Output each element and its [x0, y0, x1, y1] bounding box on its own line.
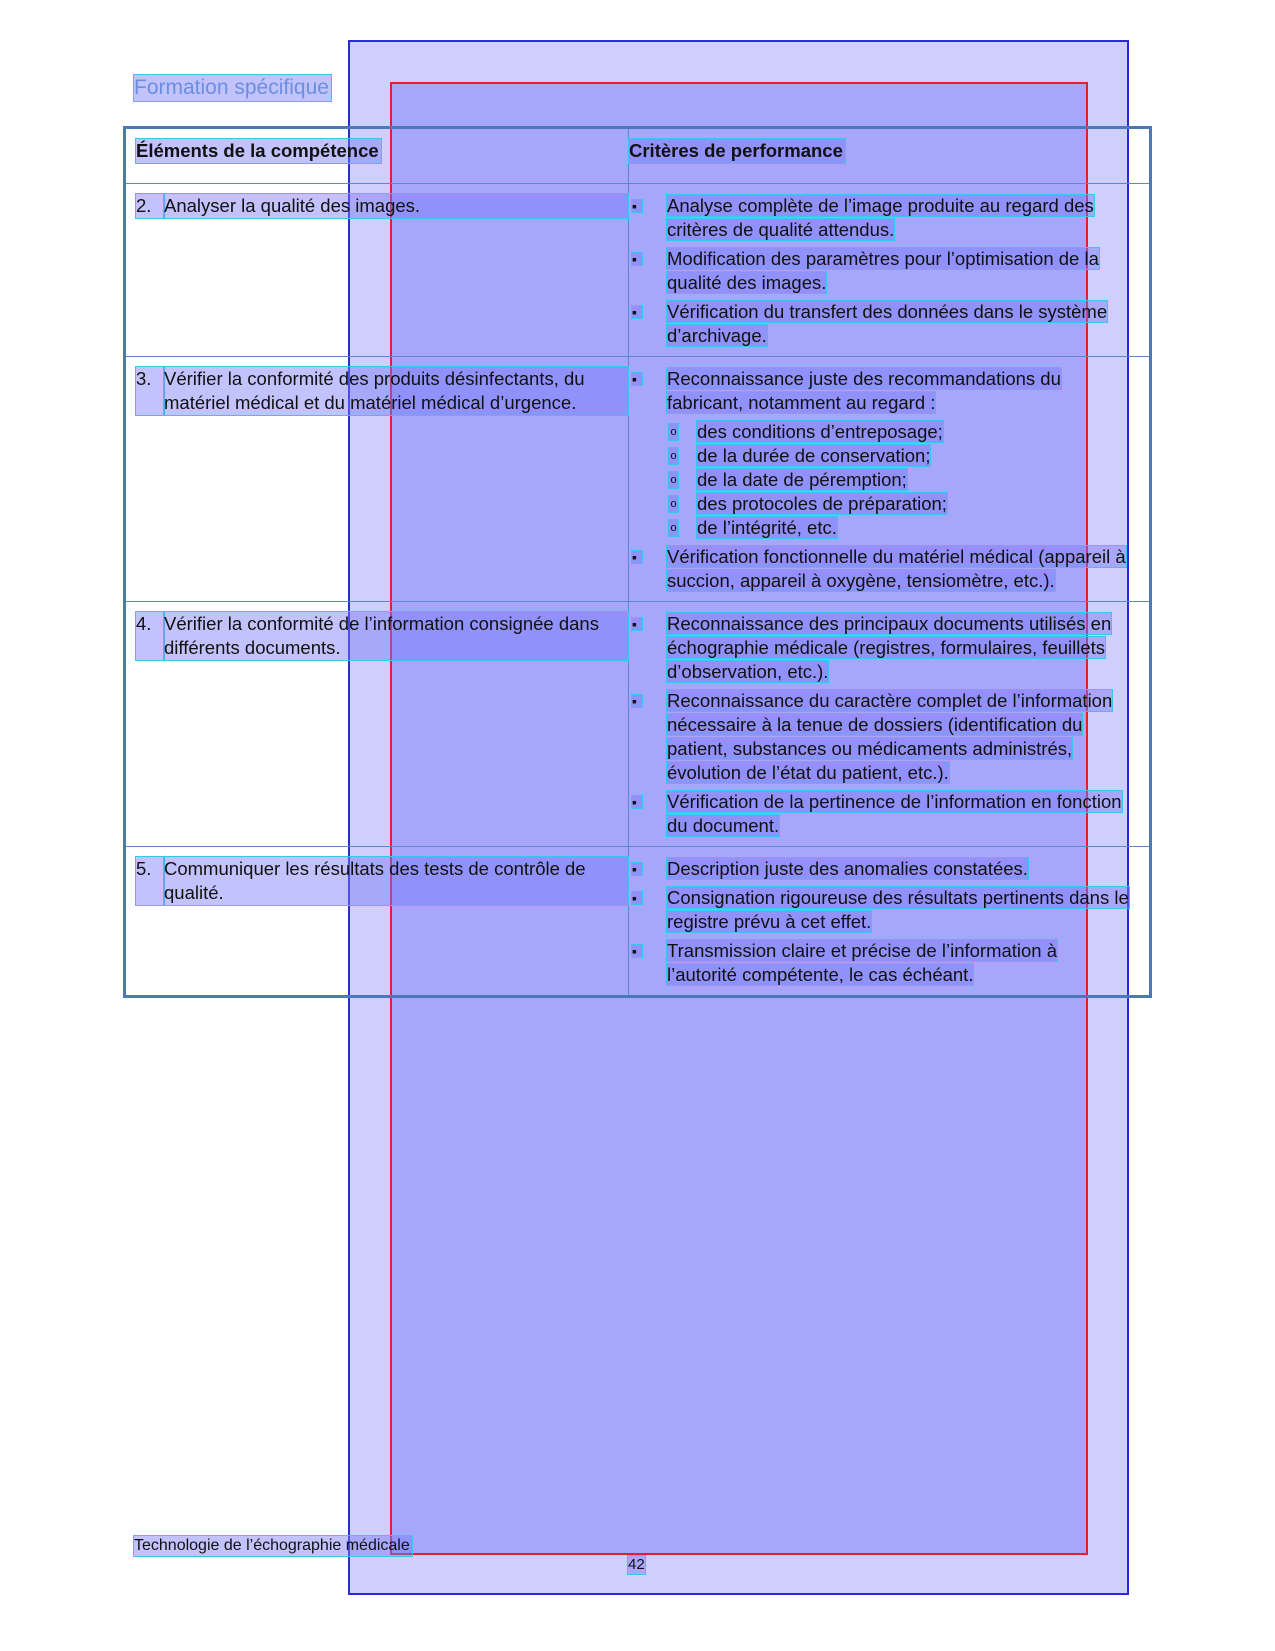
- section-title: Formation spécifique: [134, 76, 329, 99]
- criterion-item: [629, 367, 1149, 415]
- table-row: [125, 357, 1151, 602]
- table-row: [125, 184, 1151, 357]
- criterion-item: [629, 247, 1149, 295]
- element-number: 5.: [136, 857, 164, 905]
- criterion-item: [629, 886, 1149, 934]
- header-elements: [125, 128, 629, 184]
- header-elements-label: Éléments de la compétence: [136, 140, 379, 161]
- performance-criteria-cell: [629, 847, 1151, 997]
- element-text: Vérifier la conformité des produits désinfectants, du matériel médical et du matériel médical d’urgence.: [164, 367, 628, 415]
- criterion-subitem: [629, 444, 1149, 468]
- performance-criteria-cell: [629, 357, 1151, 602]
- bullet-icon: ▪: [632, 306, 642, 318]
- subitem-text: de la durée de conservation;: [697, 445, 931, 466]
- criterion-text: Analyse complète de l’image produite au regard des critères de qualité attendus.: [667, 195, 1094, 240]
- performance-criteria-cell: [629, 602, 1151, 847]
- bullet-icon: ▪: [632, 945, 642, 957]
- circle-bullet-icon: o: [670, 426, 677, 438]
- criterion-subitem: [629, 516, 1149, 540]
- element-number: 4.: [136, 612, 164, 660]
- criterion-item: [629, 300, 1149, 348]
- bullet-icon: ▪: [632, 373, 642, 385]
- footer-program: Technologie de l’échographie médicale: [134, 1537, 410, 1554]
- criterion-item: [629, 194, 1149, 242]
- table-header-row: [125, 128, 1151, 184]
- subitem-text: de l’intégrité, etc.: [697, 517, 837, 538]
- competence-element: [136, 367, 628, 415]
- criterion-text: Reconnaissance du caractère complet de l’information nécessaire à la tenue de dossiers (identification du patient, substances ou médicaments administrés, évolution de l’état du patient, etc.).: [667, 690, 1113, 783]
- bullet-icon: ▪: [632, 695, 642, 707]
- page-number: 42: [628, 1556, 645, 1573]
- criterion-text: Vérification fonctionnelle du matériel médical (appareil à succion, appareil à oxygène, tensiomètre, etc.).: [667, 546, 1126, 591]
- table-body: [125, 184, 1151, 997]
- header-criteria: [629, 128, 1151, 184]
- competence-element: [136, 612, 628, 660]
- criterion-text: Description juste des anomalies constatées.: [667, 858, 1028, 879]
- circle-bullet-icon: o: [670, 498, 677, 510]
- criterion-text: Reconnaissance des principaux documents utilisés en échographie médicale (registres, formulaires, feuillets d’observation, etc.).: [667, 613, 1112, 682]
- element-number: 2.: [136, 194, 164, 218]
- criterion-text: Reconnaissance juste des recommandations du fabricant, notamment au regard :: [667, 368, 1061, 413]
- element-text: Vérifier la conformité de l’information consignée dans différents documents.: [164, 612, 628, 660]
- competence-element-cell: [125, 184, 629, 357]
- criterion-text: Modification des paramètres pour l’optimisation de la qualité des images.: [667, 248, 1099, 293]
- circle-bullet-icon: o: [670, 522, 677, 534]
- table-row: [125, 847, 1151, 997]
- competence-element-cell: [125, 357, 629, 602]
- criterion-item: [629, 612, 1149, 684]
- element-text: Analyser la qualité des images.: [164, 194, 628, 218]
- criterion-subitem: [629, 492, 1149, 516]
- competence-element: [136, 194, 628, 218]
- criterion-item: [629, 939, 1149, 987]
- subitem-text: des conditions d’entreposage;: [697, 421, 943, 442]
- circle-bullet-icon: o: [670, 450, 677, 462]
- criterion-item: [629, 790, 1149, 838]
- competence-element-cell: [125, 847, 629, 997]
- criterion-item: [629, 545, 1149, 593]
- bullet-icon: ▪: [632, 618, 642, 630]
- competence-table: [123, 126, 1152, 998]
- criterion-text: Transmission claire et précise de l’information à l’autorité compétente, le cas échéant.: [667, 940, 1058, 985]
- subitem-text: de la date de péremption;: [697, 469, 907, 490]
- bullet-icon: ▪: [632, 892, 642, 904]
- criterion-subitem: [629, 420, 1149, 444]
- criterion-item: [629, 689, 1149, 785]
- circle-bullet-icon: o: [670, 474, 677, 486]
- element-text: Communiquer les résultats des tests de contrôle de qualité.: [164, 857, 628, 905]
- table-row: [125, 602, 1151, 847]
- criterion-item: [629, 857, 1149, 881]
- criterion-text: Vérification de la pertinence de l’information en fonction du document.: [667, 791, 1122, 836]
- bullet-icon: ▪: [632, 863, 642, 875]
- bullet-icon: ▪: [632, 551, 642, 563]
- criterion-text: Vérification du transfert des données dans le système d’archivage.: [667, 301, 1108, 346]
- criterion-subitem: [629, 468, 1149, 492]
- criterion-subitems: [629, 420, 1149, 540]
- subitem-text: des protocoles de préparation;: [697, 493, 947, 514]
- element-number: 3.: [136, 367, 164, 415]
- bullet-icon: ▪: [632, 253, 642, 265]
- performance-criteria-cell: [629, 184, 1151, 357]
- header-criteria-label: Critères de performance: [629, 140, 843, 161]
- competence-element: [136, 857, 628, 905]
- bullet-icon: ▪: [632, 796, 642, 808]
- criterion-text: Consignation rigoureuse des résultats pertinents dans le registre prévu à cet effet.: [667, 887, 1129, 932]
- competence-element-cell: [125, 602, 629, 847]
- bullet-icon: ▪: [632, 200, 642, 212]
